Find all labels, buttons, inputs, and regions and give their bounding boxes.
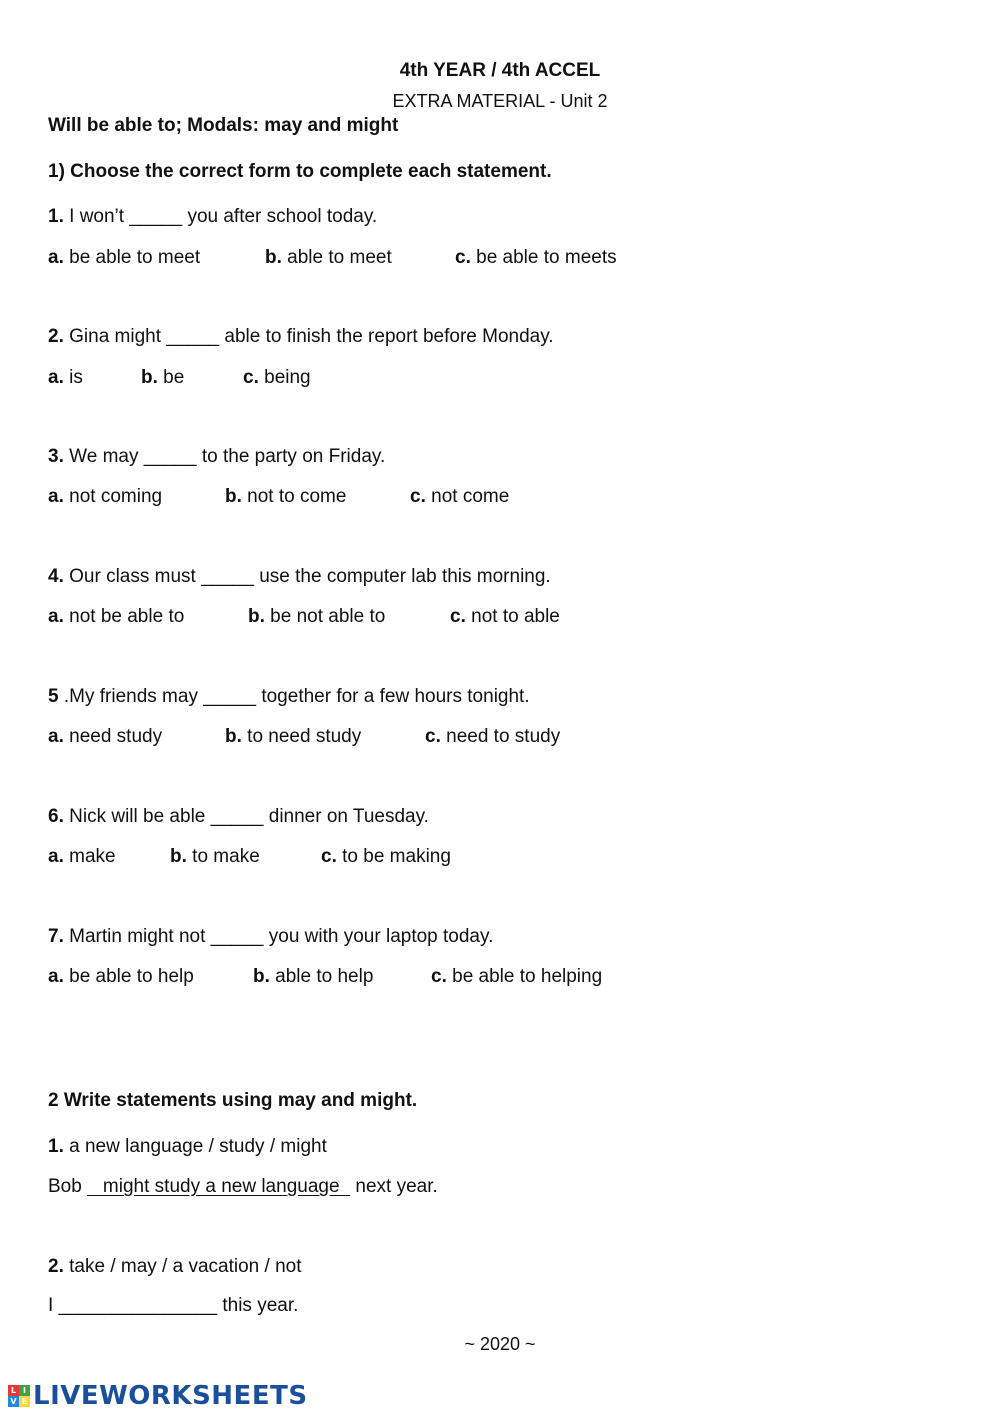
q1-option-a[interactable]: a. be able to meet: [48, 247, 201, 268]
q4-option-c[interactable]: c. not to able: [450, 606, 560, 627]
q2-option-a[interactable]: a. is: [48, 367, 83, 388]
q1-option-b[interactable]: b. able to meet: [265, 247, 392, 268]
q1-option-c[interactable]: c. be able to meets: [455, 247, 617, 268]
logo-text: LIVEWORKSHEETS: [33, 1381, 308, 1411]
write-item-1-answer-line: Bob might study a new language next year.: [48, 1176, 438, 1197]
question-1: 1. I won’t _____ you after school today.: [48, 206, 378, 227]
section2-heading: 2 Write statements using may and might.: [48, 1090, 418, 1111]
question-4: 4. Our class must _____ use the computer lab this morning.: [48, 566, 551, 587]
topic-heading: Will be able to; Modals: may and might: [48, 115, 399, 136]
question-2: 2. Gina might _____ able to finish the report before Monday.: [48, 326, 554, 347]
question-3: 3. We may _____ to the party on Friday.: [48, 446, 386, 467]
q2-option-c[interactable]: c. being: [243, 367, 311, 388]
q3-option-c[interactable]: c. not come: [410, 486, 510, 507]
q6-option-a[interactable]: a. make: [48, 846, 116, 867]
write-item-2-prompt: 2. take / may / a vacation / not: [48, 1256, 302, 1277]
answer-field-2[interactable]: _______________: [58, 1295, 218, 1316]
q4-option-b[interactable]: b. be not able to: [248, 606, 386, 627]
q4-option-a[interactable]: a. not be able to: [48, 606, 185, 627]
question-6: 6. Nick will be able _____ dinner on Tuesday.: [48, 806, 429, 827]
q7-option-a[interactable]: a. be able to help: [48, 966, 194, 987]
liveworksheets-logo[interactable]: [8, 1381, 308, 1411]
logo-mark-icon: L I V E: [8, 1385, 30, 1407]
q3-option-a[interactable]: a. not coming: [48, 486, 163, 507]
q7-option-b[interactable]: b. able to help: [253, 966, 374, 987]
answer-field-1[interactable]: might study a new language: [87, 1176, 351, 1197]
q7-option-c[interactable]: c. be able to helping: [431, 966, 603, 987]
footer-year: ~ 2020 ~: [464, 1334, 536, 1354]
q5-option-c[interactable]: c. need to study: [425, 726, 561, 747]
q5-option-b[interactable]: b. to need study: [225, 726, 362, 747]
q3-option-b[interactable]: b. not to come: [225, 486, 347, 507]
worksheet-title: 4th YEAR / 4th ACCEL: [399, 60, 601, 81]
q6-option-c[interactable]: c. to be making: [321, 846, 451, 867]
write-item-1-prompt: 1. a new language / study / might: [48, 1136, 327, 1157]
q2-option-b[interactable]: b. be: [141, 367, 185, 388]
q6-option-b[interactable]: b. to make: [170, 846, 260, 867]
write-item-2-answer-line: I _______________ this year.: [48, 1295, 299, 1316]
q5-option-a[interactable]: a. need study: [48, 726, 163, 747]
question-5: 5 .My friends may _____ together for a few hours tonight.: [48, 686, 530, 707]
section1-heading: 1) Choose the correct form to complete each statement.: [48, 161, 552, 182]
worksheet-subtitle: EXTRA MATERIAL - Unit 2: [392, 91, 608, 111]
question-7: 7. Martin might not _____ you with your laptop today.: [48, 926, 494, 947]
